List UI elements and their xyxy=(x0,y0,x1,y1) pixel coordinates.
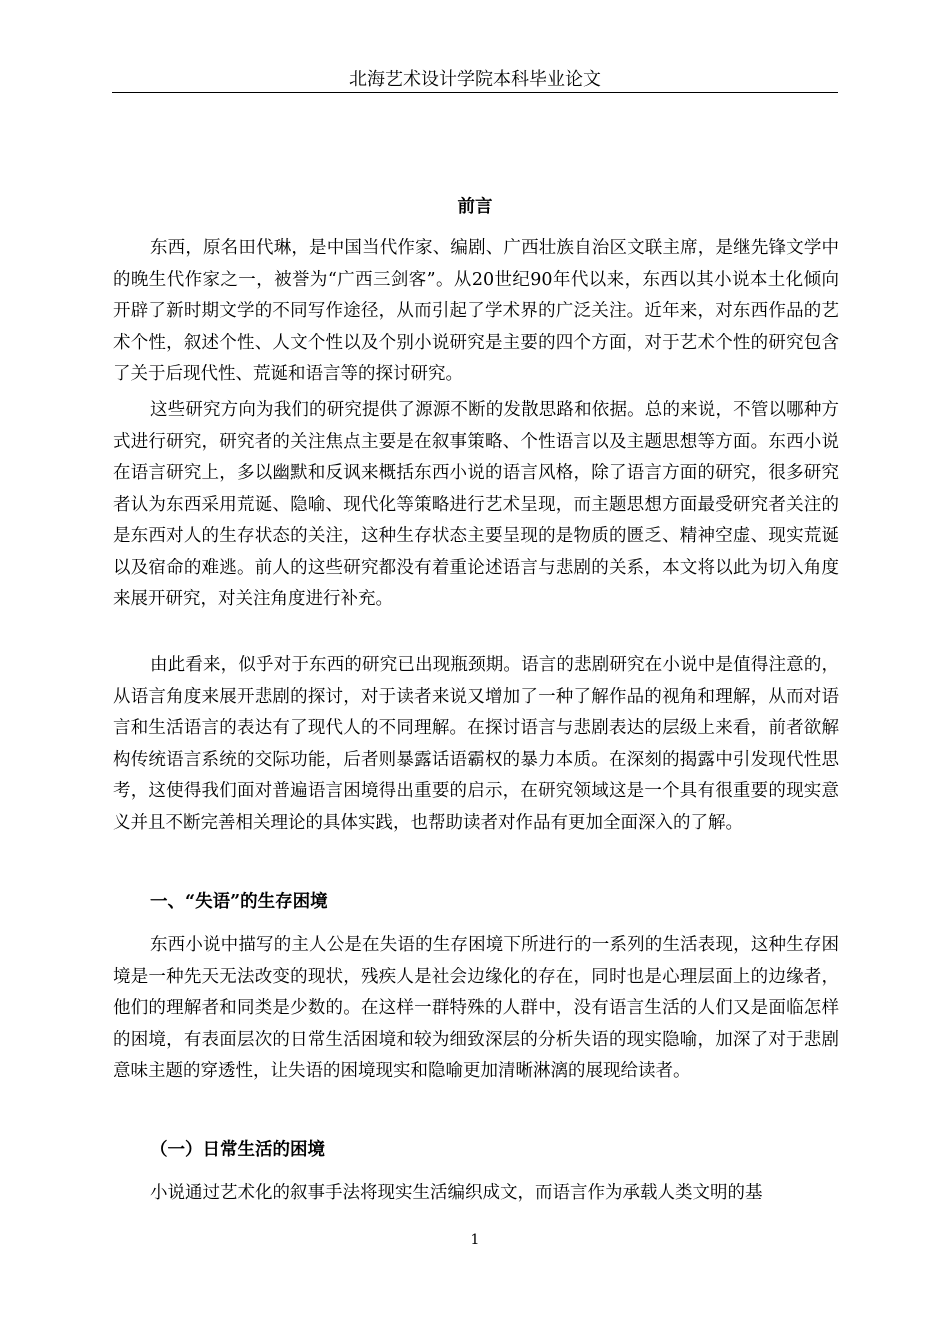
preface-heading: 前言 xyxy=(457,197,493,217)
page-number: 1 xyxy=(470,1232,480,1248)
running-header: 北海艺术设计学院本科毕业论文 xyxy=(349,69,601,90)
header-rule xyxy=(112,92,838,93)
preface-paragraph-3: 由此看来，似乎对于东西的研究已出现瓶颈期。语言的悲剧研究在小说中是值得注意的，从语言角度来展开悲剧的探讨，对于读者来说又增加了一种了解作品的视角和理解，从而对语言和生活语言的表达有了现代人的不同理解。在探讨语言与悲剧表达的层级上来看，前者欲解构传统语言系统的交际功能，后者则暴露话语霸权的暴力本质。在深刻的揭露中引发现代性思考，这使得我们面对普遍语言困境得出重要的启示，在研究领域这是一个具有很重要的现实意义并且不断完善相关理论的具体实践，也帮助读者对作品有更加全面深入的了解。 xyxy=(113,655,839,833)
preface-paragraph-1: 东西，原名田代琳，是中国当代作家、编剧、广西壮族自治区文联主席，是继先锋文学中的晚生代作家之一，被誉为“广西三剑客”。从20世纪90年代以来，东西以其小说本土化倾向开辟了新时期文学的不同写作途径，从而引起了学术界的广泛关注。近年来，对东西作品的艺术个性，叙述个性、人文个性以及个别小说研究是主要的四个方面，对于艺术个性的研究包含了关于后现代性、荒诞和语言等的探讨研究。 xyxy=(113,238,839,384)
subsection-1-heading: （一）日常生活的困境 xyxy=(150,1140,325,1160)
subsection-1-paragraph: 小说通过艺术化的叙事手法将现实生活编织成文，而语言作为承载人类文明的基 xyxy=(150,1183,763,1203)
preface-paragraph-2: 这些研究方向为我们的研究提供了源源不断的发散思路和依据。总的来说，不管以哪种方式进行研究，研究者的关注焦点主要是在叙事策略、个性语言以及主题思想等方面。东西小说在语言研究上，多以幽默和反讽来概括东西小说的语言风格，除了语言方面的研究，很多研究者认为东西采用荒诞、隐喻、现代化等策略进行艺术呈现，而主题思想方面最受研究者关注的是东西对人的生存状态的关注，这种生存状态主要呈现的是物质的匮乏、精神空虚、现实荒诞以及宿命的难逃。前人的这些研究都没有着重论述语言与悲剧的关系，本文将以此为切入角度来展开研究，对关注角度进行补充。 xyxy=(113,400,839,609)
section-1-paragraph: 东西小说中描写的主人公是在失语的生存困境下所进行的一系列的生活表现，这种生存困境是一种先天无法改变的现状，残疾人是社会边缘化的存在，同时也是心理层面上的边缘者，他们的理解者和同类是少数的。在这样一群特殊的人群中，没有语言生活的人们又是面临怎样的困境，有表面层次的日常生活困境和较为细致深层的分析失语的现实隐喻，加深了对于悲剧意味主题的穿透性，让失语的困境现实和隐喻更加清晰淋漓的展现给读者。 xyxy=(113,935,839,1081)
section-1-heading: 一、“失语”的生存困境 xyxy=(150,892,328,912)
